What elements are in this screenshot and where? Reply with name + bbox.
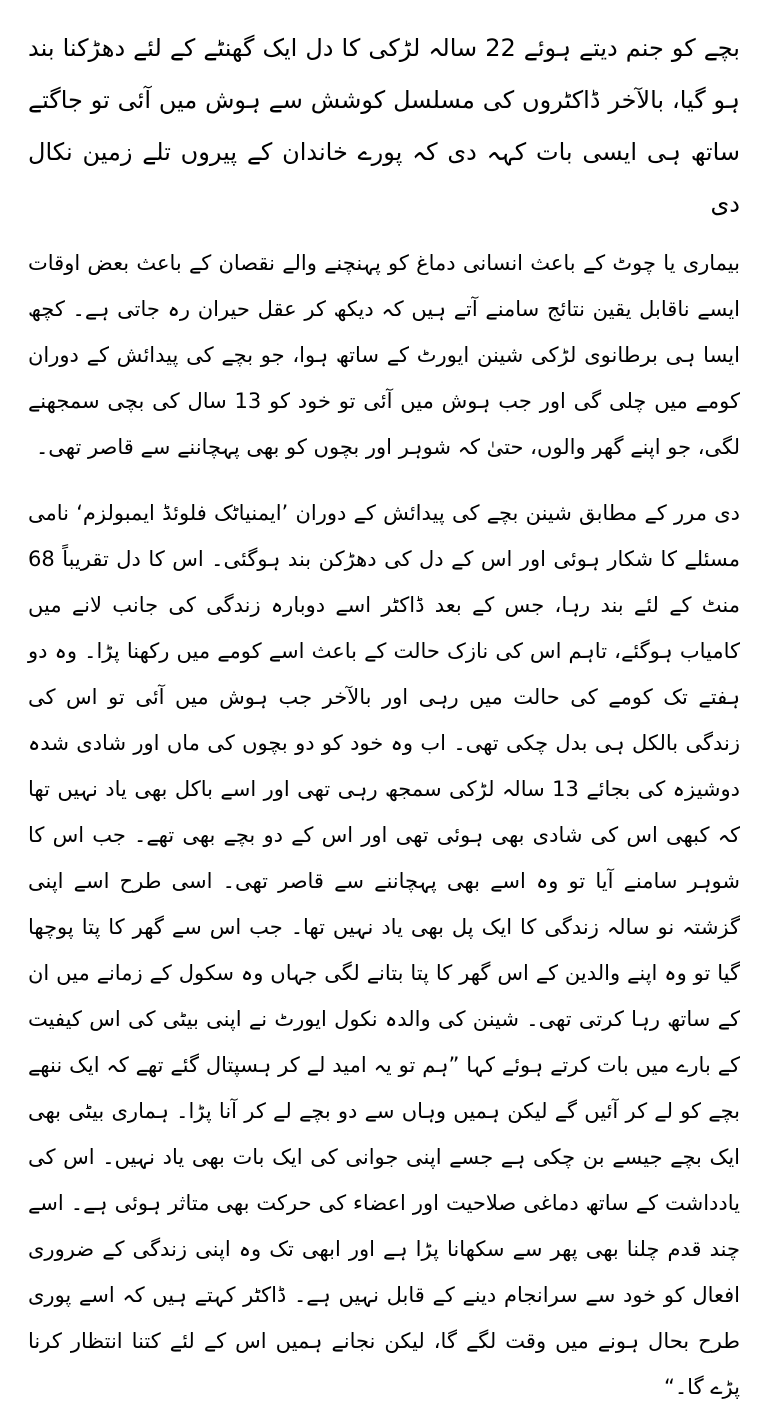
article	[28, 22, 740, 1399]
article-paragraph-2: دی مرر کے مطابق شینن بچے کی پیدائش کے دوران ’ایمنیاٹک فلوئڈ ایمبولزم‘ نامی مسئلے کا شکار ہوئی اور اس کے دل کی دھڑکن بند ہوگئی۔ اس کا دل تقریباً 68 منٹ کے لئے بند رہا، جس کے بعد ڈاکٹر اسے دوبارہ زندگی کی جانب لانے میں کامیاب ہوگئے، تاہم اس کی نازک حالت کے باعث اسے کومے میں رکھنا پڑا۔ وہ دو ہفتے تک کومے کی حالت میں رہی اور بالآخر جب ہوش میں آئی تو اس کی زندگی بالکل ہی بدل چکی تھی۔ اب وہ خود کو دو بچوں کی ماں اور شادی شدہ دوشیزہ کی بجائے 13 سالہ لڑکی سمجھ رہی تھی اور اسے باکل بھی یاد نہیں تھا کہ کبھی اس کی شادی بھی ہوئی تھی اور اس کے دو بچے بھی تھے۔ جب اس کا شوہر سامنے آیا تو وہ اسے بھی پہچاننے سے قاصر تھی۔ اسی طرح اسے اپنی گزشتہ نو سالہ زندگی کا ایک پل بھی یاد نہیں تھا۔ جب اس سے گھر کا پتا پوچھا گیا تو وہ اپنے والدین کے اس گھر کا پتا بتانے لگی جہاں وہ سکول کے زمانے میں ان کے ساتھ رہا کرتی تھی۔ شینن کی والدہ نکول ایورٹ نے اپنی بیٹی کی اس کیفیت کے بارے میں بات کرتے ہوئے کہا ”ہم تو یہ امید لے کر ہسپتال گئے تھے کہ ایک ننھے بچے کو لے کر آئیں گے لیکن ہمیں وہاں سے دو بچے لے کر آنا پڑا۔ ہماری بیٹی بھی ایک بچے جیسے بن چکی ہے جسے اپنی جوانی کی ایک بات بھی یاد نہیں۔ اس کی یادداشت کے ساتھ دماغی صلاحیت اور اعضاء کی حرکت بھی متاثر ہوئی ہے۔ اسے چند قدم چلنا بھی پھر سے سکھانا پڑا ہے اور ابھی تک وہ اپنی زندگی کے ضروری افعال کو خود سے سرانجام دینے کے قابل نہیں ہے۔ ڈاکٹر کہتے ہیں کہ اسے پوری طرح بحال ہونے میں وقت لگے گا، لیکن نجانے ہمیں اس کے لئے کتنا انتظار کرنا پڑے گا۔“	[28, 501, 740, 1399]
article-paragraph-1: بیماری یا چوٹ کے باعث انسانی دماغ کو پہنچنے والے نقصان کے باعث بعض اوقات ایسے ناقابل یقین نتائج سامنے آتے ہیں کہ دیکھ کر عقل حیران رہ جاتی ہے۔ کچھ ایسا ہی برطانوی لڑکی شینن ایورٹ کے ساتھ ہوا، جو بچے کی پیدائش کے دوران کومے میں چلی گی اور جب ہوش میں آئی تو خود کو 13 سال کی بچی سمجھنے لگی، جو اپنے گھر والوں، حتیٰ کہ شوہر اور بچوں کو بھی پہچاننے سے قاصر تھی۔	[28, 251, 740, 459]
article-headline: بچے کو جنم دیتے ہوئے 22 سالہ لڑکی کا دل ایک گھنٹے کے لئے دھڑکنا بند ہو گیا، بالآخر ڈاکٹروں کی مسلسل کوشش سے ہوش میں آئی تو جاگتے ساتھ ہی ایسی بات کہہ دی کہ پورے خاندان کے پیروں تلے زمین نکال دی	[28, 34, 740, 218]
